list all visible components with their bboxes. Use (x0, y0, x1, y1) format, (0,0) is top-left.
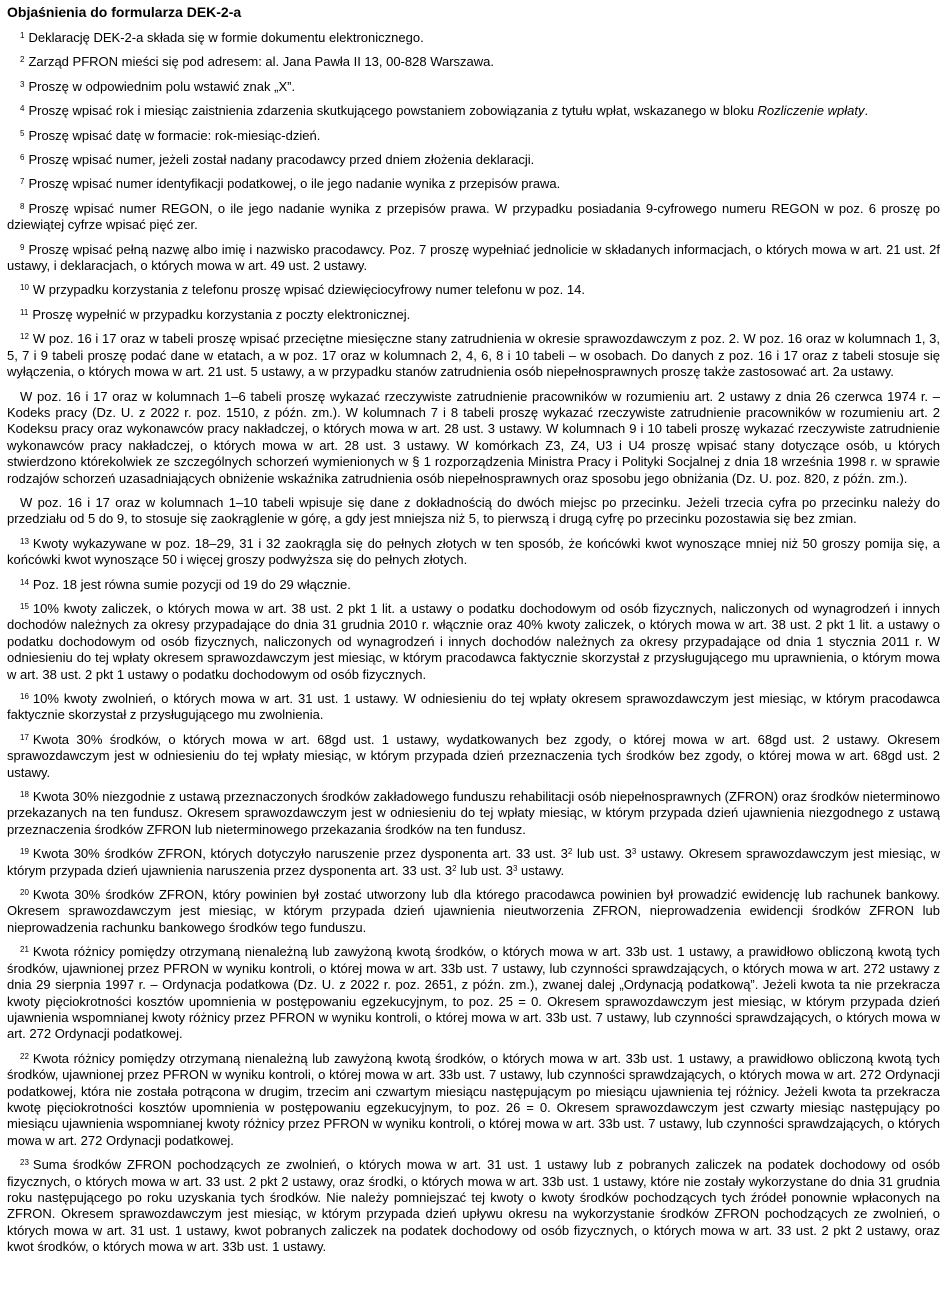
footnote-item (7, 944, 940, 1042)
footnote-number: 4 (20, 104, 25, 114)
footnote-number: 11 (20, 307, 29, 317)
footnote-number: 21 (20, 945, 29, 955)
footnote-number: 9 (20, 242, 25, 252)
footnote-text: lub ust. 3 (456, 862, 513, 878)
footnote-number: 13 (20, 536, 29, 546)
document-title: Objaśnienia do formularza DEK-2-a (7, 4, 242, 20)
footnote-item (7, 282, 940, 298)
footnote-text: lub ust. 3 (572, 846, 632, 862)
footnote-item (7, 242, 940, 275)
footnote-item (7, 887, 940, 936)
footnote-text: W przypadku korzystania z telefonu proszę wpisać dziewięciocyfrowy numer telefonu w poz. 14. (32, 282, 585, 298)
footnote-number: 10 (20, 283, 29, 293)
footnote-text: Proszę wpisać numer, jeżeli został nadany pracodawcy przed dniem złożenia deklaracji. (28, 152, 535, 168)
footnote-text: Kwota 30% środków, o których mowa w art. 68gd ust. 1 ustawy, wydatkowanych bez zgody, o której mowa w art. 68gd ust. 2 ustawy. Okresem sprawozdawczym jest w odniesieniu do tej wpłaty miesiąc, w którym przypada dzień przeznaczenia tych środków bez zgody, o której mowa w art. 68gd ust. 2 ustawy. (7, 731, 940, 780)
footnote-number: 20 (20, 888, 29, 898)
footnote-item (7, 577, 940, 593)
footnote-item (7, 789, 940, 838)
footnote-number: 1 (20, 31, 25, 40)
footnote-item (7, 1051, 940, 1149)
footnote-item (7, 152, 940, 168)
footnote-number: 23 (20, 1158, 29, 1168)
superscript-text: 2 (567, 847, 573, 857)
footnote-number: 2 (20, 55, 25, 65)
footnote-text: Proszę wpisać datę w formacie: rok-miesiąc-dzień. (28, 127, 321, 143)
footnote-item (7, 79, 940, 95)
footnote-item (7, 128, 940, 144)
footnote-item (7, 331, 940, 380)
footnote-text: Proszę wpisać numer identyfikacji podatkowej, o ile jego nadanie wynika z przepisów prawa. (28, 176, 561, 192)
footnote-text: Proszę wpisać numer REGON, o ile jego nadanie wynika z przepisów prawa. W przypadku posiadania 9-cyfrowego numeru REGON w poz. 6 proszę po dziewiątej cyfrze wpisać pięć zer. (7, 200, 940, 233)
footnote-item (7, 307, 940, 323)
footnote-number: 8 (20, 201, 25, 211)
footnote-text: Proszę wypełnić w przypadku korzystania z poczty elektronicznej. (32, 306, 411, 322)
footnote-text: W poz. 16 i 17 oraz w kolumnach 1–6 tabeli proszę wykazać rzeczywiste zatrudnienie pracowników w rozumieniu art. 2 ustawy z dnia 26 czerwca 1974 r. – Kodeks pracy (Dz. U. z 2022 r. poz. 1510, z późn. zm.). W kolumnach 7 i 8 tabeli proszę wykazać rzeczywiste zatrudnienie pracowników w rozumieniu art. 2 Kodeksu pracy oraz wykonawców pracy nakładczej, o których mowa w art. 28 ust. 3 ustawy. W kolumnach 9 i 10 tabeli proszę wykazać rzeczywiste zatrudnienie wykonawców pracy nakładczej, o których mowa w art. 28 ust. 3 ustawy. W komórkach Z3, Z4, U3 i U4 proszę wpisać stany dotyczące osób, u których stwierdzono którekolwiek ze szczególnych schorzeń wymienionych w § 1 rozporządzenia Ministra Pracy i Polityki Socjalnej z dnia 18 września 1998 r. w sprawie rodzajów schorzeń uzasadniających obniżenie wskaźnika zatrudnienia osób niepełnosprawnych oraz sposobu jego obniżania (Dz. U. poz. 820, z późn. zm.). (7, 388, 940, 486)
footnote-text: Proszę w odpowiednim polu wstawić znak „X”. (28, 78, 296, 94)
footnote-text: Kwota 30% środków ZFRON, których dotyczyło naruszenie przez dysponenta art. 33 ust. 3 (32, 846, 568, 862)
footnote-item (7, 691, 940, 724)
footnote-number: 6 (20, 153, 25, 163)
footnote-text: W poz. 16 i 17 oraz w kolumnach 1–10 tabeli wpisuje się dane z dokładnością do dwóch miejsc po przecinku. Jeżeli trzecia cyfra po przecinku należy do przedziału od 5 do 9, to stosuje się zaokrąglenie w górę, a gdy jest mniejsza niż 5, to pierwszą i drugą cyfrę po przecinku pozostawia się bez zmian. (7, 494, 940, 527)
footnote-text: Kwoty wykazywane w poz. 18–29, 31 i 32 zaokrągla się do pełnych złotych w ten sposób, że końcówki kwot wynoszące mniej niż 50 groszy pomija się, a końcówki kwot wynoszące 50 i więcej groszy podwyższa się do pełnych złotych. (7, 535, 940, 568)
footnote-text: ustawy. Okresem sprawozdawczym jest miesiąc, w którym przypada dzień ujawnienia naruszenia przez dysponenta art. 33 ust. 3 (7, 846, 941, 878)
footnote-number: 14 (20, 577, 29, 587)
footnote-text: ustawy. (517, 862, 565, 878)
footnote-item (7, 601, 940, 683)
footnote-text: Proszę wpisać rok i miesiąc zaistnienia zdarzenia skutkującego powstaniem zobowiązania z tytułu wpłat, wskazanego w bloku (28, 103, 758, 119)
footnote-number: 5 (20, 128, 25, 138)
footnote-item (7, 30, 940, 46)
footnote-item (7, 1157, 940, 1255)
footnote-item (7, 103, 940, 119)
footnote-number: 7 (20, 177, 25, 187)
footnote-number: 17 (20, 732, 29, 742)
footnote-number: 12 (20, 332, 29, 342)
footnote-text: Zarząd PFRON mieści się pod adresem: al. Jana Pawła II 13, 00-828 Warszawa. (28, 54, 494, 70)
footnote-text: Deklarację DEK-2-a składa się w formie dokumentu elektronicznego. (28, 30, 424, 45)
footnote-number: 19 (20, 847, 29, 857)
footnote-number: 15 (20, 601, 29, 611)
footnote-text: Kwota różnicy pomiędzy otrzymaną nienależną lub zawyżoną kwotą środków, o których mowa w art. 33b ust. 1 ustawy, a prawidłowo obliczoną kwotą tych środków, ujawnionej przez PFRON w wyniku kontroli, o której mowa w art. 33b ust. 7 ustawy, lub czynności sprawdzających, o których mowa w art. 272 ustawy z dnia 29 sierpnia 1997 r. – Ordynacja podatkowa (Dz. U. z 2022 r. poz. 2651, z późn. zm.), zwanej dalej „Ordynacją podatkową”. Jeżeli kwota ta nie przekracza kwoty pięciokrotności kosztów upomnienia w postępowaniu egzekucyjnym, to poz. 25 = 0. Okresem sprawozdawczym jest miesiąc, w którym przypada dzień ujawnienia wspomnianej kwoty różnicy przez PFRON w wyniku kontroli, o której mowa w art. 33b ust. 7 ustawy, lub czynności sprawdzających, o których mowa w art. 272 Ordynacji podatkowej. (7, 944, 940, 1042)
footnote-item (7, 201, 940, 234)
footnote-text: . (864, 103, 869, 119)
footnote-number: 3 (20, 79, 25, 89)
explanatory-notes (7, 30, 940, 1256)
footnote-item (7, 176, 940, 192)
italic-text: Rozliczenie wpłaty (757, 103, 865, 119)
footnote-text: W poz. 16 i 17 oraz w tabeli proszę wpisać przeciętne miesięczne stany zatrudnienia w okresie sprawozdawczym z poz. 2. W poz. 16 oraz w kolumnach 1, 3, 5, 7 i 9 tabeli proszę podać dane w etatach, a w poz. 17 oraz w kolumnach 2, 4, 6, 8 i 10 tabeli – w osobach. Do danych z poz. 16 i 17 oraz z tabeli stosuje się wyłączenia, o których mowa w art. 21 ust. 5 ustawy, a w przypadku stanów zatrudnienia osób niepełnosprawnych proszę także zastosować art. 2a ustawy. (7, 331, 940, 380)
superscript-text: 3 (631, 847, 637, 857)
footnote-item (7, 536, 940, 569)
footnote-item (7, 846, 940, 879)
footnote-text: Kwota 30% środków ZFRON, który powinien był zostać utworzony lub dla którego pracodawca powinien był prowadzić ewidencję lub rachunek bankowy. Okresem sprawozdawczym jest miesiąc, w którym przypada dzień ujawnienia nieutworzenia ZFRON, nieprowadzenia ewidencji środków ZFRON lub nieprowadzenia rachunku bankowego środków tego funduszu. (7, 887, 940, 935)
footnote-item (7, 495, 940, 528)
footnote-text: Kwota 30% niezgodnie z ustawą przeznaczonych środków zakładowego funduszu rehabilitacji osób niepełnosprawnych (ZFRON) oraz środków nieterminowo przekazanych na ten fundusz. Okresem sprawozdawczym jest w odniesieniu do tej wpłaty miesiąc, w którym przypada dzień ujawnienia niezgodnego z ustawą przeznaczenia środków ZFRON lub nieterminowego przekazania środków na ten fundusz. (7, 789, 940, 837)
footnote-number: 22 (20, 1051, 29, 1061)
footnote-number: 16 (20, 692, 29, 701)
footnote-item (7, 389, 940, 487)
footnote-number: 18 (20, 790, 29, 800)
footnote-text: 10% kwoty zwolnień, o których mowa w art. 31 ust. 1 ustawy. W odniesieniu do tej wpłaty okresem sprawozdawczym jest miesiąc, w którym pracodawca faktycznie skorzystał z przysługującego mu zwolnienia. (7, 691, 940, 723)
superscript-text: 2 (452, 863, 457, 873)
footnote-text: Proszę wpisać pełną nazwę albo imię i nazwisko pracodawcy. Poz. 7 proszę wypełniać jednolicie w składanych informacjach, o których mowa w art. 21 ust. 2f ustawy, i deklaracjach, o których mowa w art. 49 ust. 2 ustawy. (7, 241, 940, 274)
footnote-text: 10% kwoty zaliczek, o których mowa w art. 38 ust. 2 pkt 1 lit. a ustawy o podatku dochodowym od osób fizycznych, naliczonych od wynagrodzeń i innych dochodów należnych za okresy przypadające do dnia 31 grudnia 2010 r. włącznie oraz 40% kwoty zaliczek, o których mowa w art. 38 ust. 2 pkt 1 lit. a ustawy o podatku dochodowym od osób fizycznych, naliczonych od wynagrodzeń i innych dochodów należnych za okresy przypadające od dnia 1 stycznia 2011 r. W odniesieniu do tej wpłaty okresem sprawozdawczym jest miesiąc, w którym pracodawca faktycznie skorzystał z przysługującego mu uprawnienia, o którym mowa w art. 38 ust. 2 pkt 1 ustawy o podatku dochodowym od osób fizycznych. (7, 600, 940, 682)
footnote-item (7, 732, 940, 781)
footnote-text: Suma środków ZFRON pochodzących ze zwolnień, o których mowa w art. 31 ust. 1 ustawy lub z pobranych zaliczek na podatek dochodowy od osób fizycznych, o których mowa w art. 33 ust. 2 pkt 2 ustawy, oraz środki, o których mowa w art. 33b ust. 1 ustawy, które nie zostały wykorzystane do dnia 31 grudnia roku następującego po roku uzyskania tych środków. Nie należy pomniejszać tej kwoty o kwoty środków pochodzących tych źródeł ponownie wpłaconych na ZFRON. Okresem sprawozdawczym jest miesiąc, w którym przypada dzień upływu okresu na wykorzystanie środków ZFRON pochodzących ze zwolnień, o których mowa w art. 31 ust. 1 ustawy, kwot pobranych zaliczek na podatek dochodowy od osób fizycznych, o których mowa w art. 33 ust. 2 pkt 2 ustawy, oraz kwot środków, o których mowa w art. 33b ust. 1 ustawy. (7, 1157, 940, 1255)
footnote-text: Kwota różnicy pomiędzy otrzymaną nienależną lub zawyżoną kwotą środków, o których mowa w art. 33b ust. 1 ustawy, a prawidłowo obliczoną kwotą tych środków, ujawnionej przez PFRON w wyniku kontroli, o której mowa w art. 33b ust. 7 ustawy, lub czynności sprawdzających, o których mowa w art. 272 Ordynacji podatkowej, która nie została potrącona w drugim, trzecim ani czwartym miesiącu następującym po miesiącu ujawnienia tej różnicy. Jeżeli kwota ta przekracza kwotę pięciokrotności kosztów upomnienia w postępowaniu egzekucyjnym, to poz. 26 = 0. Okresem sprawozdawczym jest czwarty miesiąc następujący po miesiącu ujawnienia wspomnianej kwoty różnicy przez PFRON w wyniku kontroli, o której mowa w art. 33b ust. 7 ustawy, lub czynności sprawdzających, o których mowa w art. 272 Ordynacji podatkowej. (7, 1050, 940, 1148)
footnote-text: Poz. 18 jest równa sumie pozycji od 19 do 29 włącznie. (32, 576, 351, 592)
superscript-text: 3 (512, 863, 518, 873)
footnote-item (7, 54, 940, 70)
